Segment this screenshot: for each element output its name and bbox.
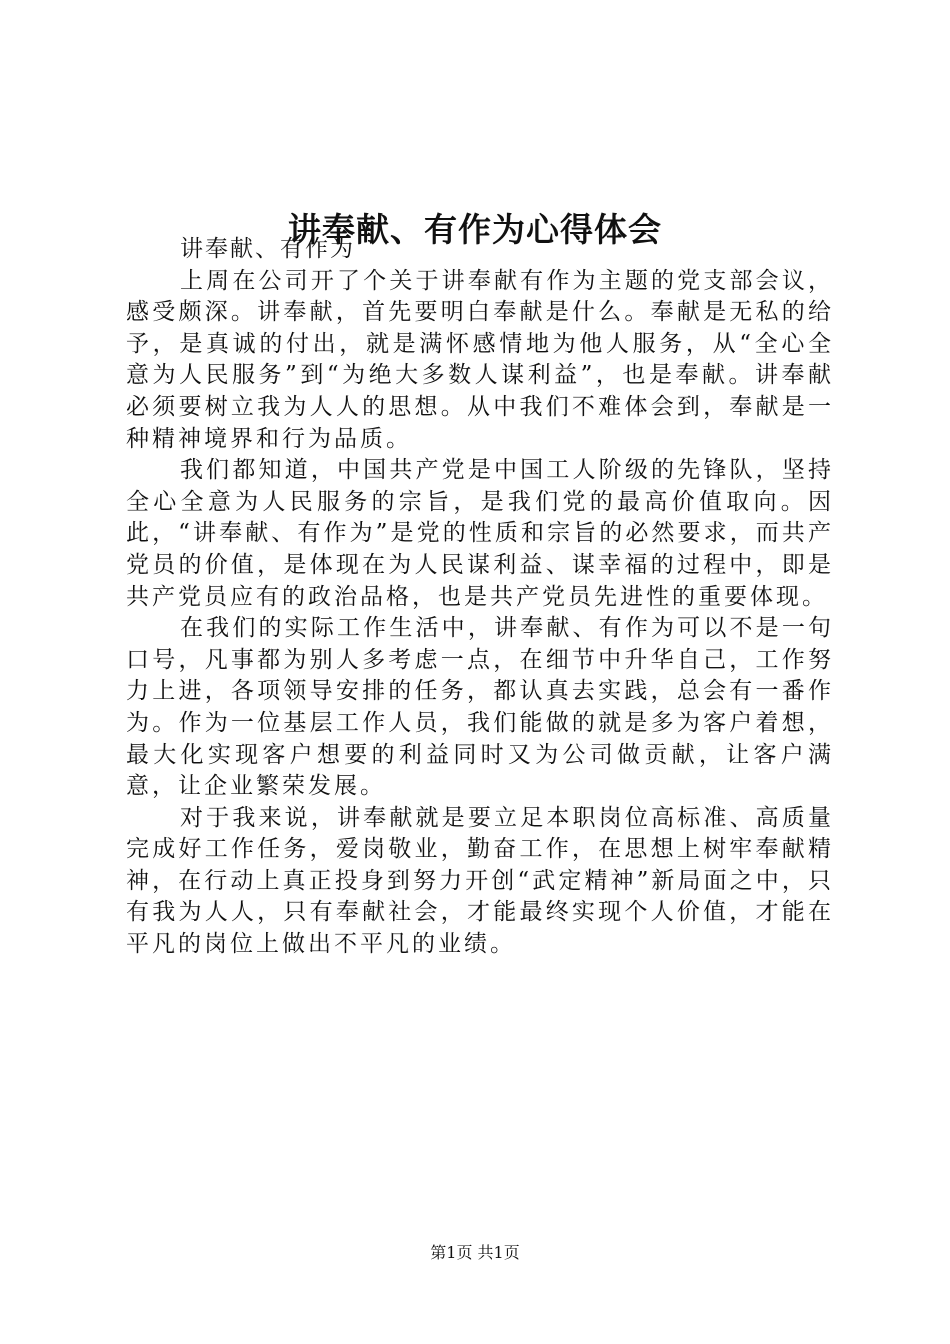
- paragraph-4: 对于我来说，讲奉献就是要立足本职岗位高标准、高质量完成好工作任务，爱岗敬业，勤奋工作，在思想上树牢奉献精神，在行动上真正投身到努力开创“武定精神”新局面之中，只有我为人人，只有奉献社会，才能最终实现个人价值，才能在平凡的岗位上做出不平凡的业绩。: [126, 804, 834, 958]
- document-subtitle: 讲奉献、有作为: [180, 236, 355, 262]
- paragraph-1: 上周在公司开了个关于讲奉献有作为主题的党支部会议，感受颇深。讲奉献，首先要明白奉献是什么。奉献是无私的给予，是真诚的付出，就是满怀感情地为他人服务，从“全心全意为人民服务”到“为绝大多数人谋利益”，也是奉献。讲奉献必须要树立我为人人的思想。从中我们不难体会到，奉献是一种精神境界和行为品质。: [126, 267, 834, 452]
- paragraph-2: 我们都知道，中国共产党是中国工人阶级的先锋队，坚持全心全意为人民服务的宗旨，是我们党的最高价值取向。因此，“讲奉献、有作为”是党的性质和宗旨的必然要求，而共产党员的价值，是体现在为人民谋利益、谋幸福的过程中，即是共产党员应有的政治品格，也是共产党员先进性的重要体现。: [126, 457, 834, 610]
- paragraph-3: 在我们的实际工作生活中，讲奉献、有作为可以不是一句口号，凡事都为别人多考虑一点，在细节中升华自己，工作努力上进，各项领导安排的任务，都认真去实践，总会有一番作为。作为一位基层工作人员，我们能做的就是多为客户着想，最大化实现客户想要的利益同时又为公司做贡献，让客户满意，让企业繁荣发展。: [126, 615, 834, 800]
- page-footer: 第1页 共1页: [430, 1243, 520, 1262]
- document-title: 讲奉献、有作为心得体会: [288, 210, 662, 250]
- document-body: [126, 234, 834, 961]
